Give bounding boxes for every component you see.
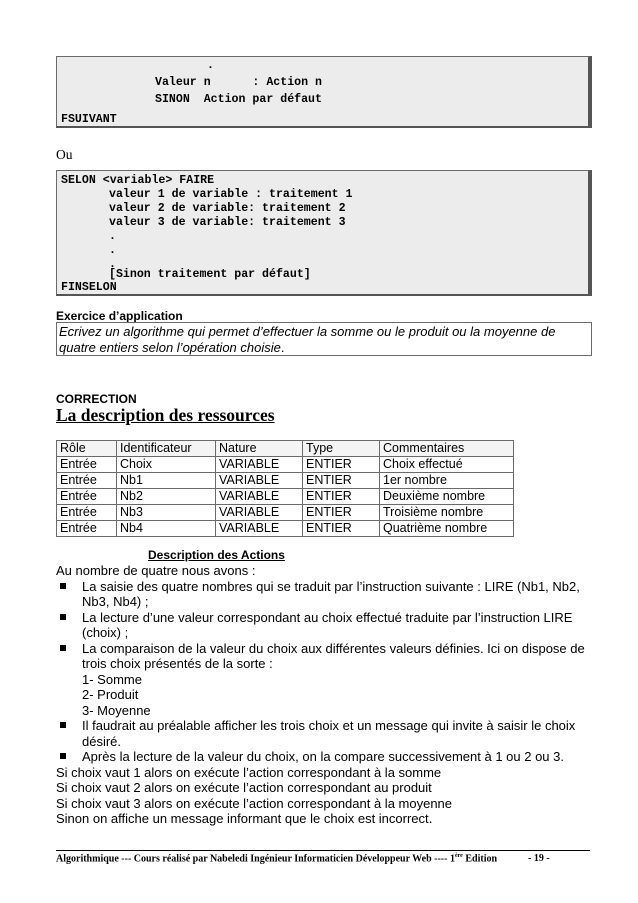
- footer-text: [56, 853, 497, 864]
- table-cell: ENTIER: [303, 473, 380, 489]
- exercise-line-2-text: quatre entiers selon l’opération choisie: [59, 340, 281, 355]
- table-cell: Nb2: [117, 489, 216, 505]
- code-block-1: [56, 56, 592, 128]
- exercise-box: [56, 322, 592, 356]
- code-line: FSUIVANT: [61, 113, 117, 126]
- table-cell: Troisième nombre: [380, 505, 514, 521]
- table-cell: Quatrième nombre: [380, 521, 514, 537]
- actions-title: Description des Actions: [148, 548, 285, 562]
- table-cell: Entrée: [57, 489, 117, 505]
- bullet-item: [56, 641, 596, 672]
- square-bullet-icon: [60, 583, 66, 589]
- footer-rule: [56, 850, 590, 851]
- table-row: [57, 473, 514, 489]
- table-row: [57, 457, 514, 473]
- code-line: FINSELON: [61, 281, 117, 294]
- code-line: .: [207, 59, 214, 72]
- header-cell: Commentaires: [380, 441, 514, 457]
- table-cell: Entrée: [57, 505, 117, 521]
- condition-line: Si choix vaut 3 alors on exécute l’action correspondant à la moyenne: [56, 795, 453, 811]
- code-line: Valeur n : Action n: [155, 76, 322, 89]
- bullet-text: trois choix présentés de la sorte :: [82, 656, 273, 671]
- code-line: .: [109, 230, 116, 243]
- footer-edition: Edition: [462, 853, 498, 865]
- table-row: [57, 489, 514, 505]
- table-cell: VARIABLE: [216, 521, 303, 537]
- code-line: SINON Action par défaut: [155, 93, 322, 106]
- bullet-item: [56, 579, 596, 610]
- table-cell: Nb4: [117, 521, 216, 537]
- bullet-text: (choix) ;: [82, 625, 129, 640]
- table-cell: Entrée: [57, 521, 117, 537]
- exercise-period: .: [280, 340, 285, 355]
- correction-label: CORRECTION: [56, 392, 137, 406]
- actions-body: [56, 563, 596, 827]
- code-line: valeur 3 de variable: traitement 3: [109, 216, 346, 229]
- table-header-row: [57, 441, 514, 457]
- resources-title: La description des ressources: [56, 405, 275, 425]
- code-line: .: [109, 258, 116, 271]
- table-cell: VARIABLE: [216, 473, 303, 489]
- bullet-text: désiré.: [82, 733, 122, 749]
- square-bullet-icon: [60, 645, 66, 651]
- square-bullet-icon: [60, 722, 66, 728]
- header-cell: Nature: [216, 441, 303, 457]
- table-cell: Entrée: [57, 473, 117, 489]
- table-row: [57, 505, 514, 521]
- exercise-line-2: [59, 340, 589, 356]
- code-line: .: [109, 244, 116, 257]
- bullet-text: Nb3, Nb4) ;: [82, 594, 149, 609]
- header-cell: Rôle: [57, 441, 117, 457]
- square-bullet-icon: [60, 753, 66, 759]
- table-cell: 1er nombre: [380, 473, 514, 489]
- page-number: - 19 -: [528, 853, 550, 864]
- condition-period: .: [428, 810, 433, 826]
- exercise-heading: Exercice d’application: [56, 309, 183, 323]
- condition-line: Si choix vaut 1 alors on exécute l’action correspondant à la somme: [56, 764, 442, 780]
- bullet-item: [56, 718, 596, 749]
- table-cell: VARIABLE: [216, 489, 303, 505]
- code-line: valeur 1 de variable : traitement 1: [109, 188, 353, 201]
- square-bullet-icon: [60, 614, 66, 620]
- choice-item: 2- Produit: [82, 687, 139, 702]
- bullet-item: [56, 749, 596, 765]
- table-cell: Choix: [117, 457, 216, 473]
- exercise-line-1: Ecrivez un algorithme qui permet d’effectuer la somme ou le produit ou la moyenne de: [59, 324, 556, 339]
- table-cell: Entrée: [57, 457, 117, 473]
- table-cell: VARIABLE: [216, 505, 303, 521]
- code-block-2: [56, 170, 592, 296]
- table-cell: ENTIER: [303, 457, 380, 473]
- table-cell: Nb1: [117, 473, 216, 489]
- table-row: [57, 521, 514, 537]
- bullet-text: La lecture d’une valeur correspondant au choix effectué traduite par l’instruction LIRE: [82, 609, 573, 625]
- table-cell: ENTIER: [303, 505, 380, 521]
- table-cell: VARIABLE: [216, 457, 303, 473]
- resources-table: [56, 440, 514, 537]
- table-cell: ENTIER: [303, 521, 380, 537]
- header-cell: Identificateur: [117, 441, 216, 457]
- bullet-text: La saisie des quatre nombres qui se traduit par l’instruction suivante : LIRE (Nb1, Nb2,: [82, 578, 580, 594]
- code-line: valeur 2 de variable: traitement 2: [109, 202, 346, 215]
- bullet-item: [56, 610, 596, 641]
- condition-line: [56, 811, 596, 827]
- footer-credit: Algorithmique --- Cours réalisé par Nabeledi Ingénieur Informaticien Développeur Web ---- 1: [56, 853, 455, 865]
- bullet-text: Après la lecture de la valeur du choix, on la compare successivement à 1 ou 2 ou 3.: [82, 749, 564, 764]
- header-cell: Type: [303, 441, 380, 457]
- choice-item: 1- Somme: [82, 671, 142, 687]
- choice-item: 3- Moyenne: [82, 702, 151, 718]
- table-cell: ENTIER: [303, 489, 380, 505]
- condition-text: Sinon on affiche un message informant que le choix est incorrect: [56, 811, 429, 826]
- code-line: SELON <variable> FAIRE: [61, 174, 215, 187]
- condition-line: Si choix vaut 2 alors on exécute l’action correspondant au produit: [56, 780, 432, 795]
- table-cell: Deuxième nombre: [380, 489, 514, 505]
- table-cell: Choix effectué: [380, 457, 514, 473]
- code-line: [Sinon traitement par défaut]: [109, 268, 311, 281]
- table-cell: Nb3: [117, 505, 216, 521]
- separator-text: Ou: [56, 147, 73, 162]
- bullet-text: La comparaison de la valeur du choix aux différentes valeurs définies. Ici on dispose de: [82, 640, 585, 656]
- bullet-text: Il faudrait au préalable afficher les trois choix et un message qui invite à saisir le choix: [82, 718, 576, 733]
- footer-sup: ère: [454, 853, 463, 859]
- actions-intro: Au nombre de quatre nous avons :: [56, 563, 256, 578]
